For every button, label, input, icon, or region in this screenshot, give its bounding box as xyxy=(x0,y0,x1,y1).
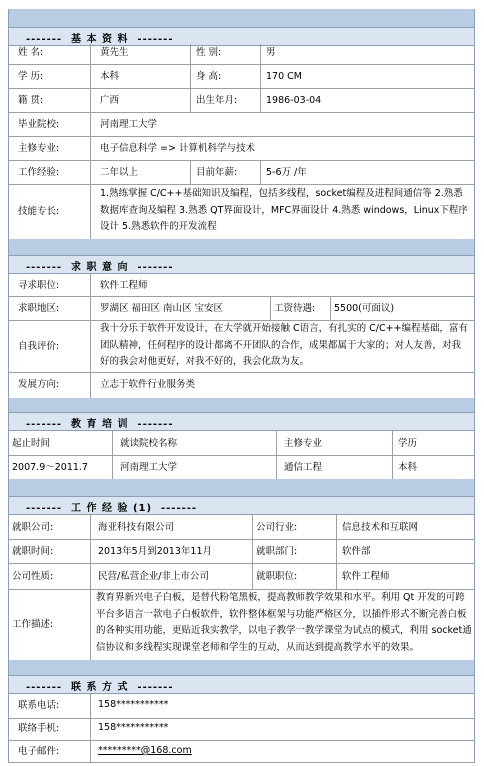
gender-value: 男 xyxy=(266,47,276,58)
degree-label: 学 历: xyxy=(18,71,44,82)
salary-value: 5-6万 /年 xyxy=(266,167,307,178)
mobile-label: 联络手机: xyxy=(18,723,60,734)
major-value: 电子信息科学 => 计算机科学与技术 xyxy=(100,143,255,154)
header-bar xyxy=(8,9,475,27)
edu-header-degree: 学历 xyxy=(398,438,418,449)
edu-school: 河南理工大学 xyxy=(120,462,178,473)
work-desc-value: 教育界新兴电子白板，是替代粉笔黑板，提高教师教学效果和水平。利用 Qt 开发的可跨平台多语言一款电子白板软件，软件整体框架与功能严格区分，以插件形式不断完善白板的各种实用功能，更贴近我实教学，以电子教学一教学课堂为试点的模式，利用 socket通信协议和多线程实现课堂老师和学生的互动，从而达到提高教学水平的效果。 xyxy=(96,592,472,653)
section-intent-title: ------- 求 职 意 向 ------- xyxy=(26,262,174,273)
position-value: 软件工程师 xyxy=(342,571,390,582)
company-value: 海亚科技有限公司 xyxy=(98,522,175,533)
name-label: 姓 名: xyxy=(18,47,44,58)
period-label: 就职时间: xyxy=(12,546,54,557)
email-link[interactable]: *********@168.com xyxy=(98,745,192,756)
section-education-title: ------- 教 育 培 训 ------- xyxy=(26,419,174,430)
work-desc-label: 工作描述: xyxy=(12,619,54,630)
skills-value: 1.熟练掌握 C/C++基础知识及编程，包括多线程，socket编程及进程间通信等 2.熟悉数据库查询及编程 3.熟悉 QT界面设计，MFC界面设计 4.熟悉 windows，Linux下程序设计 5.熟悉软件的开发流程 xyxy=(100,188,468,232)
company-type-value: 民营/私营企业/非上市公司 xyxy=(98,571,209,582)
edu-header-major: 主修专业 xyxy=(284,438,323,449)
company-label: 就职公司: xyxy=(12,522,54,533)
height-label: 身 高: xyxy=(196,71,222,82)
direction-value: 立志于软件行业服务类 xyxy=(100,379,196,390)
degree-value: 本科 xyxy=(100,71,120,82)
major-label: 主修专业: xyxy=(18,143,60,154)
school-value: 河南理工大学 xyxy=(100,119,158,130)
position-label: 就职职位: xyxy=(256,571,298,582)
edu-period: 2007.9～2011.7 xyxy=(12,462,88,473)
edu-header-school: 就读院校名称 xyxy=(120,438,178,449)
birth-label: 出生年月: xyxy=(196,95,238,106)
industry-value: 信息技术和互联网 xyxy=(342,522,419,533)
separator-bar xyxy=(8,479,475,496)
section-intent xyxy=(8,255,475,274)
dept-value: 软件部 xyxy=(342,546,371,557)
section-work-title: ------- 工 作 经 验 (1) ------- xyxy=(26,503,198,514)
origin-label: 籍 贯: xyxy=(18,95,44,106)
area-label: 求职地区: xyxy=(18,303,60,314)
gender-label: 性 别: xyxy=(196,47,222,58)
birth-value: 1986-03-04 xyxy=(266,95,322,106)
section-education xyxy=(8,412,475,431)
self-eval-label: 自我评价: xyxy=(18,341,60,352)
section-work xyxy=(8,496,475,515)
email-label: 电子邮件: xyxy=(18,746,60,757)
direction-label: 发展方向: xyxy=(18,379,60,390)
salary-label: 目前年薪: xyxy=(196,167,238,178)
section-basic-title: ------- 基 本 资 料 ------- xyxy=(26,34,174,45)
resume-document xyxy=(8,0,475,766)
separator-bar xyxy=(8,660,475,675)
experience-value: 二年以上 xyxy=(100,167,139,178)
mobile-value: 158*********** xyxy=(98,722,169,733)
industry-label: 公司行业: xyxy=(256,522,298,533)
section-contact xyxy=(8,675,475,694)
edu-header-period: 起止时间 xyxy=(12,438,51,449)
company-type-label: 公司性质: xyxy=(12,571,54,582)
job-value: 软件工程师 xyxy=(100,280,148,291)
period-value: 2013年5月到2013年11月 xyxy=(98,546,212,557)
area-value: 罗湖区 福田区 南山区 宝安区 xyxy=(100,303,224,314)
self-eval-value: 我十分乐于软件开发设计，在大学就开始接触 C语言，有扎实的 C/C++编程基础，富有团队精神，任何程序的设计都离不开团队的合作，成果都属于大家的；对人友善，对我好的我会对他更好，对我不好的，我会化敌为友。 xyxy=(100,323,469,367)
phone-label: 联系电话: xyxy=(18,700,60,711)
skills-label: 技能专长: xyxy=(18,206,60,217)
experience-label: 工作经验: xyxy=(18,167,60,178)
section-contact-title: ------- 联 系 方 式 ------- xyxy=(26,682,174,693)
section-basic xyxy=(8,27,475,46)
dept-label: 就职部门: xyxy=(256,546,298,557)
height-value: 170 CM xyxy=(266,71,302,82)
school-label: 毕业院校: xyxy=(18,119,60,130)
separator-bar xyxy=(8,398,475,412)
phone-value: 158*********** xyxy=(98,699,169,710)
edu-major: 通信工程 xyxy=(284,462,323,473)
name-value: 黄先生 xyxy=(100,47,129,58)
separator-bar xyxy=(8,239,475,255)
edu-degree: 本科 xyxy=(398,462,418,473)
pay-value: 5500(可面议) xyxy=(334,303,395,314)
job-label: 寻求职位: xyxy=(18,280,60,291)
origin-value: 广西 xyxy=(100,95,120,106)
pay-label: 工资待遇: xyxy=(274,303,316,314)
